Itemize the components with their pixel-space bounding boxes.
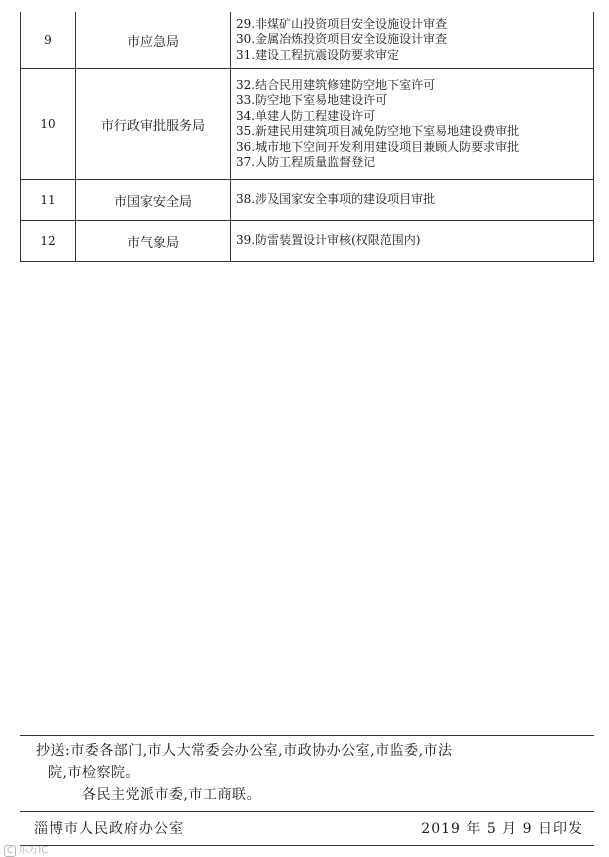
item-list — [231, 12, 594, 69]
table-row — [21, 69, 594, 180]
item-line: 29.非煤矿山投资项目安全设施设计审查 — [236, 16, 448, 31]
department-name: 市应急局 — [76, 12, 231, 69]
item-line: 38.涉及国家安全事项的建设项目审批 — [236, 192, 436, 207]
item-list — [231, 69, 594, 180]
item-line: 36.城市地下空间开发利用建设项目兼顾人防要求审批 — [236, 139, 520, 154]
row-index: 11 — [21, 180, 76, 221]
cc-line: 各民主党派市委,市工商联。 — [82, 787, 261, 803]
watermark — [4, 841, 48, 857]
row-index: 9 — [21, 12, 76, 69]
cc-line: 院,市检察院。 — [48, 765, 140, 781]
footer-top-rule — [20, 735, 594, 736]
item-line: 39.防雷装置设计审核(权限范围内) — [236, 233, 421, 248]
row-index: 10 — [21, 69, 76, 180]
item-list — [231, 221, 594, 262]
watermark-logo-icon: C — [4, 845, 16, 857]
footer-bottom-rule — [20, 845, 594, 846]
cc-line: 抄送:市委各部门,市人大常委会办公室,市政协办公室,市监委,市法 — [36, 743, 453, 759]
item-list — [231, 180, 594, 221]
table-row — [21, 221, 594, 262]
table-row — [21, 180, 594, 221]
item-line: 35.新建民用建筑项目减免防空地下室易地建设费审批 — [236, 124, 520, 138]
department-name: 市国家安全局 — [76, 180, 231, 221]
item-line: 31.建设工程抗震设防要求审定 — [236, 47, 400, 62]
item-line: 30.金属冶炼投资项目安全设施设计审查 — [236, 32, 448, 47]
department-name: 市气象局 — [76, 221, 231, 262]
row-index: 12 — [21, 221, 76, 262]
item-line: 37.人防工程质量监督登记 — [236, 155, 376, 169]
item-line: 33.防空地下室易地建设许可 — [236, 93, 388, 107]
approval-items-table — [20, 12, 594, 262]
issuing-office: 淄博市人民政府办公室 — [34, 821, 184, 837]
department-name: 市行政审批服务局 — [76, 69, 231, 180]
footer-middle-rule — [20, 811, 594, 812]
table-row — [21, 12, 594, 69]
cc-distribution — [36, 740, 596, 806]
item-line: 34.单建人防工程建设许可 — [236, 108, 376, 123]
watermark-text: 东方IC — [18, 845, 49, 856]
item-line: 32.结合民用建筑修建防空地下室许可 — [236, 77, 436, 92]
issue-date: 2019 年 5 月 9 日印发 — [421, 821, 583, 837]
